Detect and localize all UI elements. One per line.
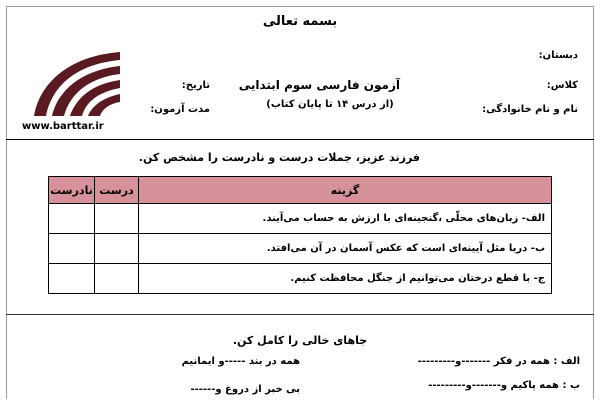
true-false-table	[48, 176, 552, 294]
exam-title: آزمون فارسی سوم ابتدایی	[238, 78, 400, 92]
fill-blank-line: الف : همه در فکر -------و---------	[417, 356, 580, 367]
barttar-logo-icon	[30, 46, 122, 118]
incorrect-column-header: نادرست	[49, 177, 95, 204]
section2-instruction: جاهای خالی را کامل کن.	[232, 334, 368, 347]
statement-text: الف- زبان‌های محلّی ،گنجینه‌ای با ارزش به حساب می‌آیند.	[138, 204, 551, 234]
section-divider	[6, 314, 594, 315]
correct-answer-cell[interactable]	[94, 234, 138, 264]
incorrect-answer-cell[interactable]	[49, 234, 95, 264]
page-title: بسمه تعالی	[262, 14, 338, 29]
student-name-label: نام و نام خانوادگی:	[482, 104, 578, 115]
section1-instruction: فرزند عزیز، جملات درست و نادرست را مشخص کن.	[138, 151, 420, 164]
class-label: کلاس:	[546, 80, 578, 91]
table-row	[49, 234, 552, 264]
date-label: تاریخ:	[181, 80, 210, 91]
table-row	[49, 264, 552, 294]
table-row	[49, 204, 552, 234]
fill-blank-line: بی خبر از دروغ و------	[190, 384, 300, 395]
fill-blank-line: همه در بند -----و ایمانیم	[181, 356, 300, 367]
table-header-row	[49, 177, 552, 204]
statement-text: ج- با قطع درختان می‌توانیم از جنگل محافظت کنیم.	[138, 264, 551, 294]
correct-answer-cell[interactable]	[94, 264, 138, 294]
incorrect-answer-cell[interactable]	[49, 204, 95, 234]
statement-text: ب- دریا مثل آیینه‌ای است که عکس آسمان در آن می‌افتد.	[138, 234, 551, 264]
fill-blank-line: ب : همه پاکیم و-------و---------	[428, 380, 580, 391]
website-url: www.barttar.ir	[22, 121, 104, 132]
option-column-header: گزینه	[138, 177, 551, 204]
incorrect-answer-cell[interactable]	[49, 264, 95, 294]
exam-range: (از درس ۱۴ تا پایان کتاب)	[266, 99, 394, 110]
school-label: دبستان:	[538, 50, 578, 61]
duration-label: مدت آزمون:	[150, 104, 210, 115]
correct-column-header: درست	[94, 177, 138, 204]
correct-answer-cell[interactable]	[94, 204, 138, 234]
header-divider	[6, 139, 594, 140]
